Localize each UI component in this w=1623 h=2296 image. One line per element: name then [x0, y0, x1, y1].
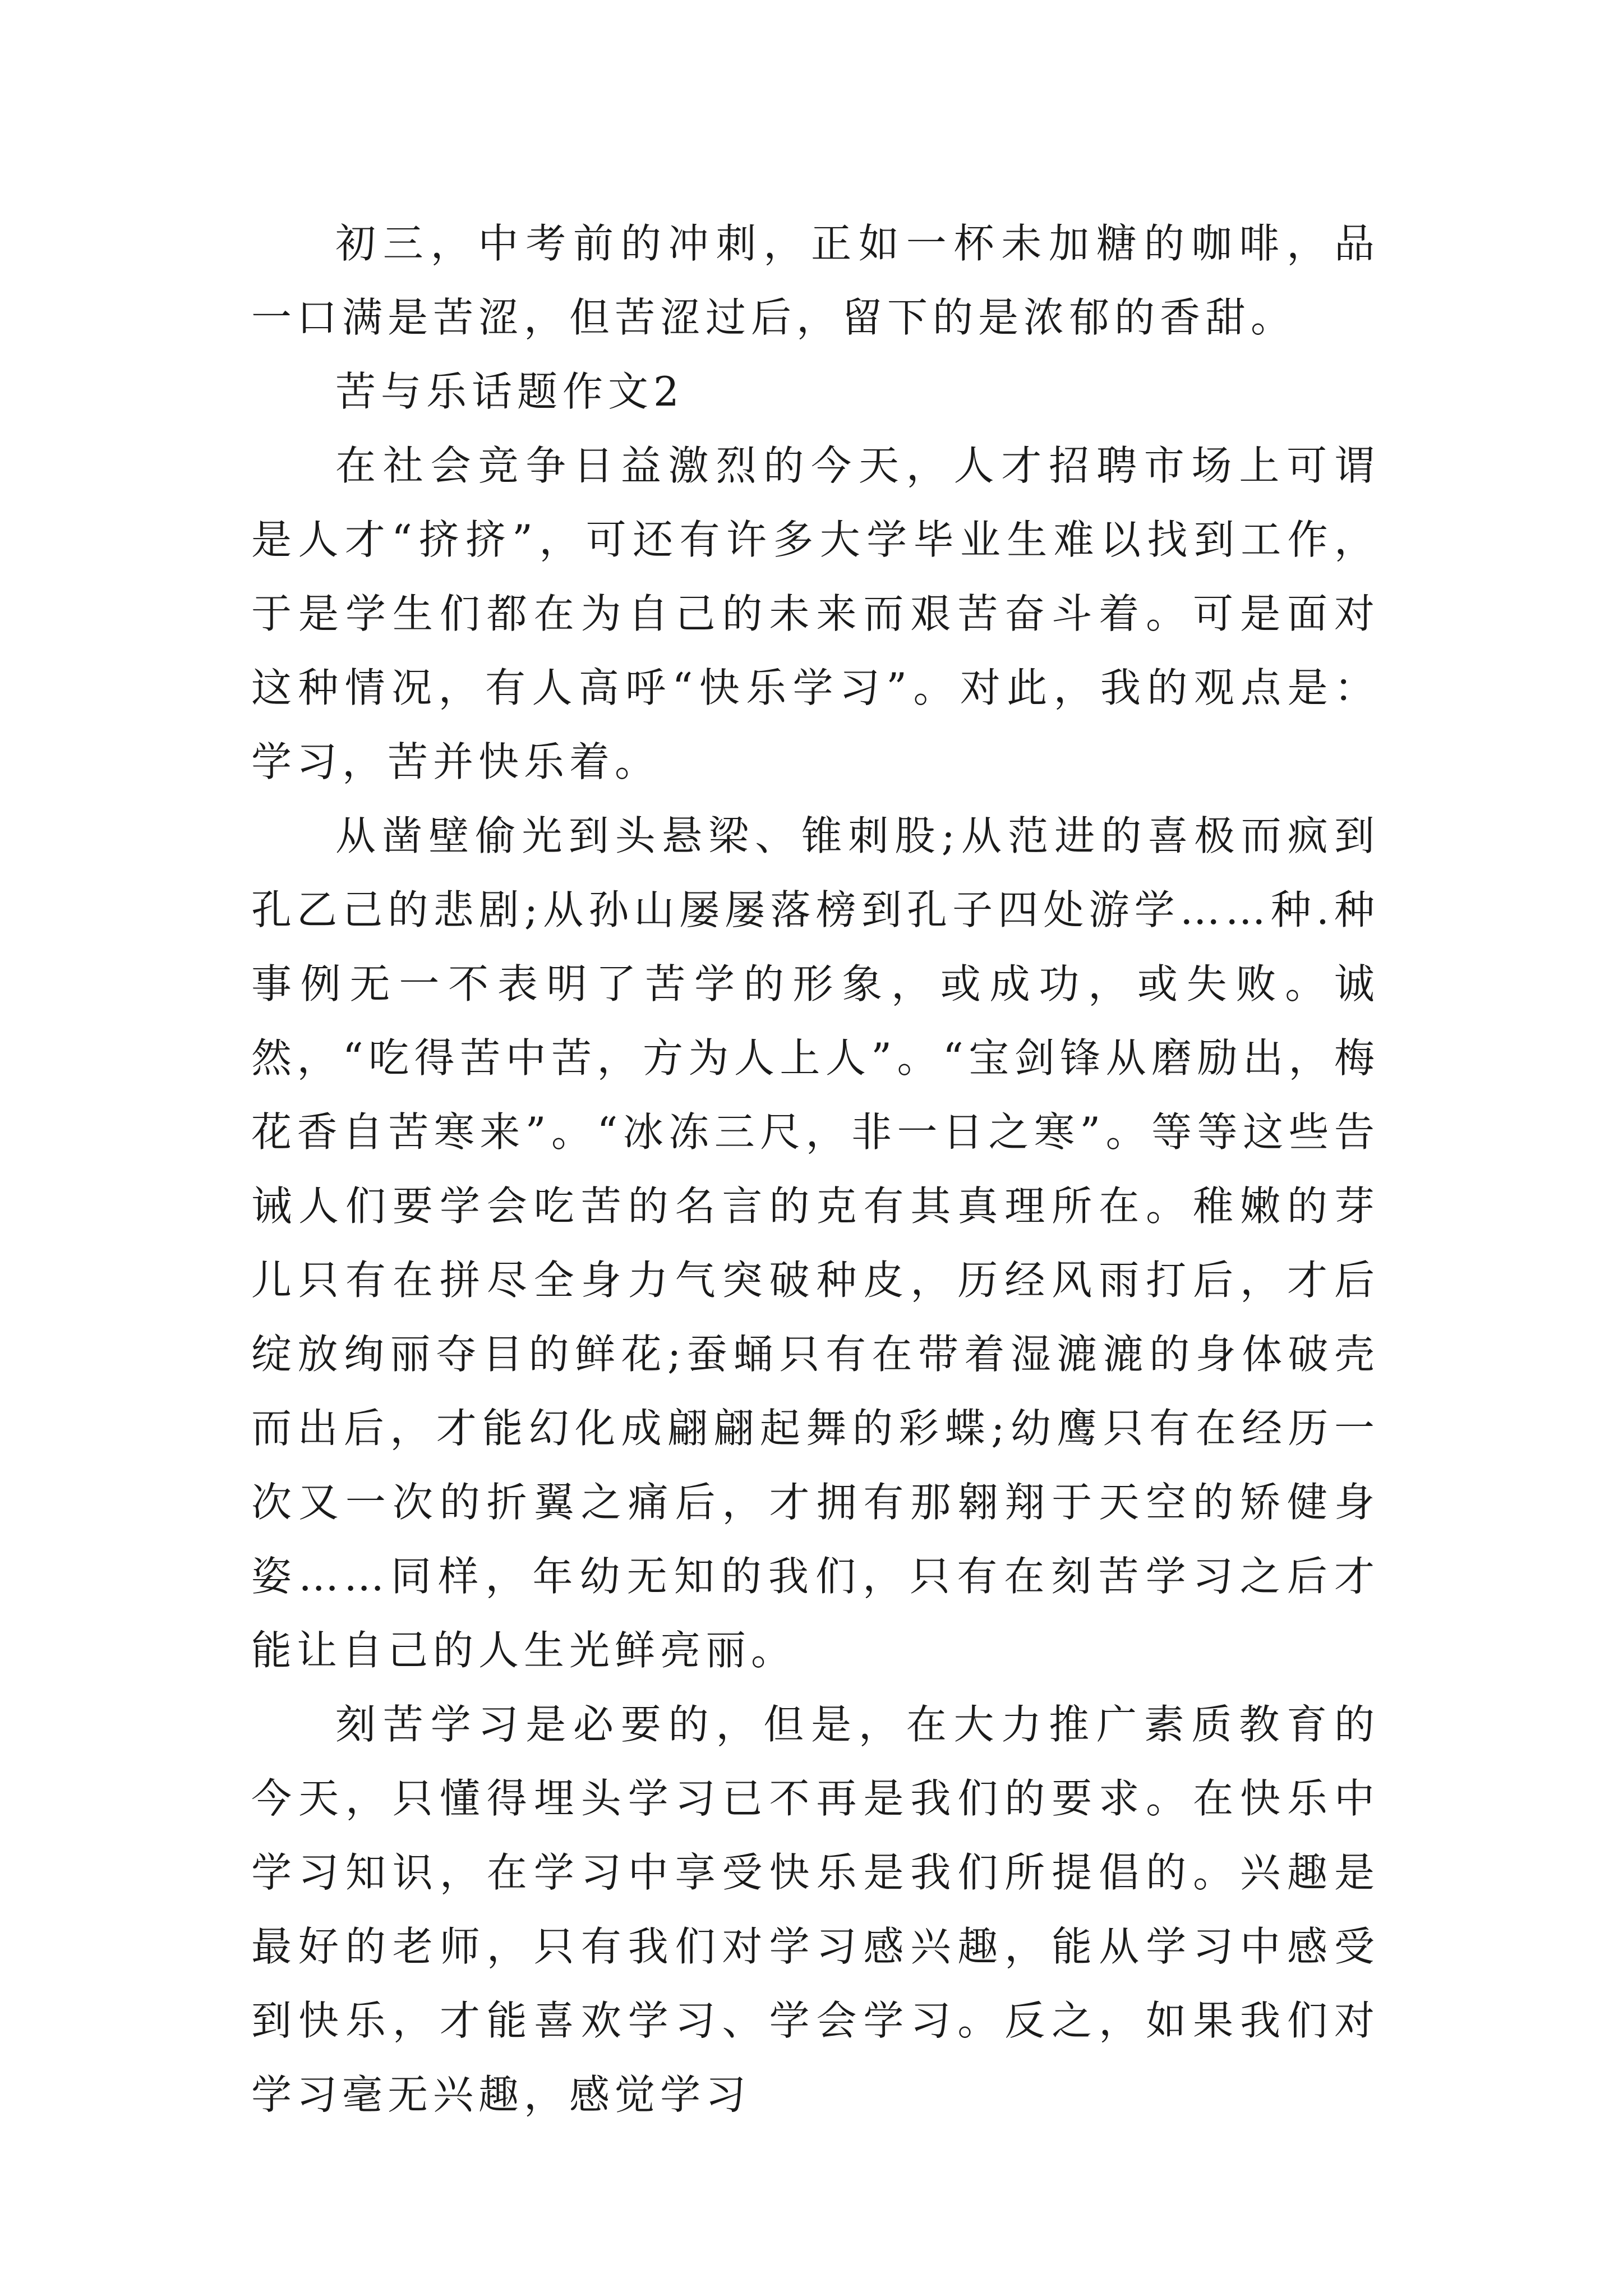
paragraph-intro-ending: 初三，中考前的冲刺，正如一杯未加糖的咖啡，品一口满是苦涩，但苦涩过后，留下的是浓郁的香甜。 — [251, 220, 1380, 341]
essay-body — [251, 206, 1380, 2132]
essay-title: 苦与乐话题作文2 — [335, 368, 684, 415]
paragraph-hard-study-examples: 从凿壁偷光到头悬梁、锥刺股;从范进的喜极而疯到孔乙己的悲剧;从孙山屡屡落榜到孔子四处游学……种.种事例无一不表明了苦学的形象，或成功，或失败。诚然，“吃得苦中苦，方为人上人”。“宝剑锋从磨励出，梅花香自苦寒来”。“冰冻三尺，非一日之寒”。等等这些告诫人们要学会吃苦的名言的克有其真理所在。稚嫩的芽儿只有在拼尽全身力气突破种皮，历经风雨打后，才后绽放绚丽夺目的鲜花;蚕蛹只有在带着湿漉漉的身体破壳而出后，才能幻化成翩翩起舞的彩蝶;幼鹰只有在经历一次又一次的折翼之痛后，才拥有那翱翔于天空的矫健身姿……同样，年幼无知的我们，只有在刻苦学习之后才能让自己的人生光鲜亮丽。 — [251, 812, 1380, 1674]
paragraph-competition: 在社会竞争日益激烈的今天，人才招聘市场上可谓是人才“挤挤”，可还有许多大学毕业生难以找到工作，于是学生们都在为自己的未来而艰苦奋斗着。可是面对这种情况，有人高呼“快乐学习”。对此，我的观点是：学习，苦并快乐着。 — [251, 442, 1380, 785]
paragraph-happy-learning: 刻苦学习是必要的，但是，在大力推广素质教育的今天，只懂得埋头学习已不再是我们的要求。在快乐中学习知识，在学习中享受快乐是我们所提倡的。兴趣是最好的老师，只有我们对学习感兴趣，能从学习中感受到快乐，才能喜欢学习、学会学习。反之，如果我们对学习毫无兴趣，感觉学习 — [251, 1701, 1380, 2118]
